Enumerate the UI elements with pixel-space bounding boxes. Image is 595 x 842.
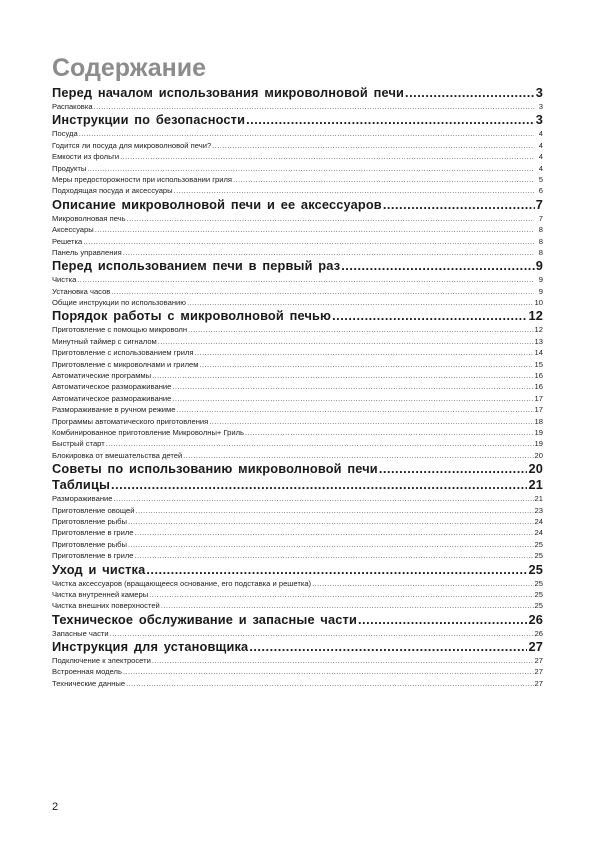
dot-leader <box>83 236 534 247</box>
dot-leader <box>126 678 533 689</box>
toc-entry-title: Чистка <box>52 275 77 285</box>
dot-leader <box>332 308 527 324</box>
dot-leader <box>161 600 534 611</box>
toc-entry[interactable] <box>52 347 543 358</box>
toc-entry-title: Панель управления <box>52 247 122 257</box>
dot-leader <box>136 505 534 516</box>
toc-entry-title: Посуда <box>52 129 78 139</box>
toc-entry-title: Продукты <box>52 163 87 173</box>
toc-entry-title: Минутный таймер с сигналом <box>52 336 157 346</box>
dot-leader <box>123 247 534 258</box>
toc-entry-title: Автоматическое размораживание <box>52 393 172 403</box>
toc-chapter[interactable] <box>52 639 543 655</box>
dot-leader <box>120 151 534 162</box>
toc-entry[interactable] <box>52 336 543 347</box>
toc-entry-page: 16 <box>534 371 543 381</box>
toc-entry-title: Приготовление с микроволнами и грилем <box>52 359 199 369</box>
dot-leader <box>188 324 534 335</box>
toc-chapter-title: Инструкция для установщика <box>52 639 249 655</box>
toc-entry-page: 9 <box>538 275 543 285</box>
toc-entry-page: 20 <box>534 450 543 460</box>
toc-entry-page: 14 <box>534 348 543 358</box>
toc-entry[interactable] <box>52 286 543 297</box>
dot-leader <box>79 128 534 139</box>
dot-leader <box>127 213 534 224</box>
toc-entry-title: Емкости из фольги <box>52 152 120 162</box>
toc-entry-page: 24 <box>534 516 543 526</box>
toc-chapter-page: 3 <box>535 112 543 128</box>
toc-entry[interactable] <box>52 247 543 258</box>
toc-chapter-title: Порядок работы с микроволновой печью <box>52 308 332 324</box>
toc-entry[interactable] <box>52 505 543 516</box>
toc-chapter-page: 12 <box>528 308 543 324</box>
toc-chapter[interactable] <box>52 85 543 101</box>
dot-leader <box>212 140 534 151</box>
toc-entry-page: 17 <box>534 405 543 415</box>
toc-entry-page: 25 <box>534 539 543 549</box>
toc-chapter-title: Описание микроволновой печи и ее аксессуаров <box>52 196 382 212</box>
toc-entry-title: Приготовление с помощью микроволн <box>52 325 188 335</box>
dot-leader <box>341 258 535 274</box>
toc-entry[interactable] <box>52 404 543 415</box>
dot-leader <box>146 562 527 578</box>
toc-entry[interactable] <box>52 128 543 139</box>
toc-entry-title: Меры предосторожности при использовании гриля <box>52 174 233 184</box>
toc-chapter[interactable] <box>52 461 543 477</box>
toc-entry-title: Программы автоматического приготовления <box>52 416 209 426</box>
toc-entry[interactable] <box>52 578 543 589</box>
toc-entry-page: 25 <box>534 578 543 588</box>
dot-leader <box>111 477 527 493</box>
toc-entry-page: 23 <box>534 505 543 515</box>
toc-entry-page: 15 <box>534 359 543 369</box>
toc-entry[interactable] <box>52 101 543 112</box>
toc-chapter-title: Инструкции по безопасности <box>52 112 246 128</box>
toc-entry-title: Подключение к электросети <box>52 656 151 666</box>
toc-entry-page: 24 <box>534 528 543 538</box>
dot-leader <box>172 381 533 392</box>
toc-entry[interactable] <box>52 140 543 151</box>
dot-leader <box>111 286 534 297</box>
dot-leader <box>87 163 534 174</box>
toc-entry-title: Блокировка от вмешательства детей <box>52 450 183 460</box>
toc-entry-title: Приготовление в гриле <box>52 551 134 561</box>
toc-chapter[interactable] <box>52 112 543 128</box>
toc-entry-page: 8 <box>538 225 543 235</box>
toc-entry-title: Комбинированное приготовление Микроволны+ Гриль <box>52 427 245 437</box>
toc-entry[interactable] <box>52 185 543 196</box>
table-of-contents <box>52 85 543 689</box>
toc-chapter[interactable] <box>52 258 543 274</box>
toc-entry-page: 5 <box>538 174 543 184</box>
dot-leader <box>128 539 534 550</box>
toc-entry-title: Решетка <box>52 236 83 246</box>
dot-leader <box>106 438 534 449</box>
toc-chapter-title: Перед использованием печи в первый раз <box>52 258 341 274</box>
dot-leader <box>149 589 533 600</box>
toc-entry-title: Быстрый старт <box>52 439 105 449</box>
toc-entry-page: 3 <box>538 102 543 111</box>
toc-entry[interactable] <box>52 516 543 527</box>
toc-entry-title: Чистка аксессуаров (вращающееся основание, его подставка и решетка) <box>52 578 312 588</box>
toc-entry-page: 8 <box>538 247 543 257</box>
dot-leader <box>379 461 528 477</box>
toc-entry-title: Подходящая посуда и аксессуары <box>52 186 173 196</box>
dot-leader <box>123 666 534 677</box>
toc-entry-page: 13 <box>534 336 543 346</box>
toc-entry-title: Приготовление рыбы <box>52 516 127 526</box>
dot-leader <box>249 639 527 655</box>
toc-entry-title: Приготовление с использованием гриля <box>52 348 194 358</box>
toc-entry-title: Приготовление в гриле <box>52 528 134 538</box>
toc-entry[interactable] <box>52 450 543 461</box>
toc-entry-title: Аксессуары <box>52 225 94 235</box>
toc-entry[interactable] <box>52 438 543 449</box>
toc-entry-title: Установка часов <box>52 286 111 296</box>
toc-chapter[interactable] <box>52 197 543 213</box>
dot-leader <box>246 112 535 128</box>
toc-entry-page: 25 <box>534 601 543 611</box>
toc-chapter-page: 27 <box>528 639 543 655</box>
toc-chapter-title: Техническое обслуживание и запасные части <box>52 611 357 627</box>
toc-entry[interactable] <box>52 550 543 561</box>
dot-leader <box>94 101 534 112</box>
toc-entry-page: 12 <box>534 325 543 335</box>
toc-entry[interactable] <box>52 324 543 335</box>
toc-entry[interactable] <box>52 393 543 404</box>
toc-entry[interactable] <box>52 527 543 538</box>
dot-leader <box>312 578 533 589</box>
toc-entry-page: 21 <box>534 494 543 504</box>
toc-entry[interactable] <box>52 666 543 677</box>
toc-entry[interactable] <box>52 174 543 185</box>
toc-entry[interactable] <box>52 427 543 438</box>
dot-leader <box>183 450 533 461</box>
toc-chapter-page: 21 <box>528 477 543 493</box>
toc-entry-page: 16 <box>534 382 543 392</box>
toc-entry-page: 4 <box>538 140 543 150</box>
dot-leader <box>158 336 534 347</box>
toc-entry-title: Чистка внутренней камеры <box>52 589 149 599</box>
toc-entry[interactable] <box>52 493 543 504</box>
toc-entry-page: 27 <box>534 656 543 666</box>
toc-entry-title: Автоматическое размораживание <box>52 382 172 392</box>
toc-entry-page: 26 <box>534 628 543 638</box>
toc-entry-title: Встроенная модель <box>52 667 122 677</box>
dot-leader <box>128 516 534 527</box>
toc-entry[interactable] <box>52 224 543 235</box>
dot-leader <box>95 224 534 235</box>
toc-entry-page: 19 <box>534 427 543 437</box>
toc-entry-title: Общие инструкции по использованию <box>52 298 186 308</box>
toc-entry[interactable] <box>52 600 543 611</box>
dot-leader <box>383 197 535 213</box>
toc-entry-title: Годится ли посуда для микроволновой печи? <box>52 140 212 150</box>
toc-entry[interactable] <box>52 416 543 427</box>
toc-entry[interactable] <box>52 163 543 174</box>
toc-chapter-page: 7 <box>535 196 543 212</box>
dot-leader <box>77 274 534 285</box>
toc-entry[interactable] <box>52 381 543 392</box>
toc-entry-page: 9 <box>538 286 543 296</box>
toc-entry-page: 19 <box>534 439 543 449</box>
toc-entry[interactable] <box>52 213 543 224</box>
toc-entry-page: 8 <box>538 236 543 246</box>
toc-chapter[interactable] <box>52 562 543 578</box>
toc-entry[interactable] <box>52 151 543 162</box>
toc-entry-page: 25 <box>534 551 543 561</box>
toc-entry-page: 4 <box>538 163 543 173</box>
toc-chapter-page: 26 <box>528 611 543 627</box>
toc-entry-page: 25 <box>534 589 543 599</box>
dot-leader <box>200 359 534 370</box>
dot-leader <box>135 527 534 538</box>
dot-leader <box>152 655 534 666</box>
toc-entry-page: 6 <box>538 186 543 196</box>
toc-entry-page: 4 <box>538 152 543 162</box>
toc-entry-title: Приготовление рыбы <box>52 539 127 549</box>
dot-leader <box>113 493 533 504</box>
dot-leader <box>405 85 535 101</box>
toc-entry-page: 4 <box>538 129 543 139</box>
toc-entry[interactable] <box>52 236 543 247</box>
dot-leader <box>233 174 534 185</box>
toc-entry-page: 18 <box>534 416 543 426</box>
toc-entry[interactable] <box>52 628 543 639</box>
toc-entry-title: Микроволновая печь <box>52 213 126 223</box>
dot-leader <box>135 550 534 561</box>
toc-entry-title: Автоматические программы <box>52 371 152 381</box>
toc-entry[interactable] <box>52 539 543 550</box>
toc-chapter-title: Советы по использованию микроволновой печи <box>52 461 378 477</box>
toc-entry-page: 27 <box>534 678 543 688</box>
toc-entry-title: Запасные части <box>52 628 109 638</box>
toc-chapter[interactable] <box>52 612 543 628</box>
toc-entry-title: Технические данные <box>52 678 126 688</box>
toc-entry-page: 27 <box>534 667 543 677</box>
dot-leader <box>174 185 534 196</box>
toc-chapter-page: 9 <box>535 258 543 274</box>
dot-leader <box>358 612 527 628</box>
page-number: 2 <box>52 801 59 813</box>
toc-entry[interactable] <box>52 359 543 370</box>
dot-leader <box>152 370 533 381</box>
toc-chapter-page: 25 <box>528 561 543 577</box>
toc-chapter-title: Перед началом использования микроволновой печи <box>52 85 405 100</box>
toc-entry[interactable] <box>52 274 543 285</box>
toc-entry-title: Размораживание <box>52 494 113 504</box>
toc-chapter-page: 3 <box>535 85 543 100</box>
toc-entry-title: Приготовление овощей <box>52 505 135 515</box>
toc-entry[interactable] <box>52 678 543 689</box>
toc-entry-page: 10 <box>534 298 543 308</box>
dot-leader <box>245 427 534 438</box>
dot-leader <box>209 416 533 427</box>
toc-entry[interactable] <box>52 297 543 308</box>
dot-leader <box>172 393 533 404</box>
toc-chapter-title: Таблицы <box>52 477 111 493</box>
toc-entry-page: 7 <box>538 213 543 223</box>
toc-entry-title: Распаковка <box>52 102 93 111</box>
dot-leader <box>195 347 534 358</box>
toc-chapter-page: 20 <box>528 461 543 477</box>
dot-leader <box>110 628 534 639</box>
toc-entry[interactable] <box>52 655 543 666</box>
toc-entry[interactable] <box>52 589 543 600</box>
toc-chapter[interactable] <box>52 477 543 493</box>
toc-chapter[interactable] <box>52 308 543 324</box>
toc-entry[interactable] <box>52 370 543 381</box>
page-title: Содержание <box>52 54 207 82</box>
dot-leader <box>177 404 534 415</box>
toc-entry-page: 17 <box>534 393 543 403</box>
dot-leader <box>187 297 534 308</box>
toc-chapter-title: Уход и чистка <box>52 561 146 577</box>
toc-entry-title: Чистка внешних поверхностей <box>52 601 160 611</box>
toc-entry-title: Размораживание в ручном режиме <box>52 405 176 415</box>
